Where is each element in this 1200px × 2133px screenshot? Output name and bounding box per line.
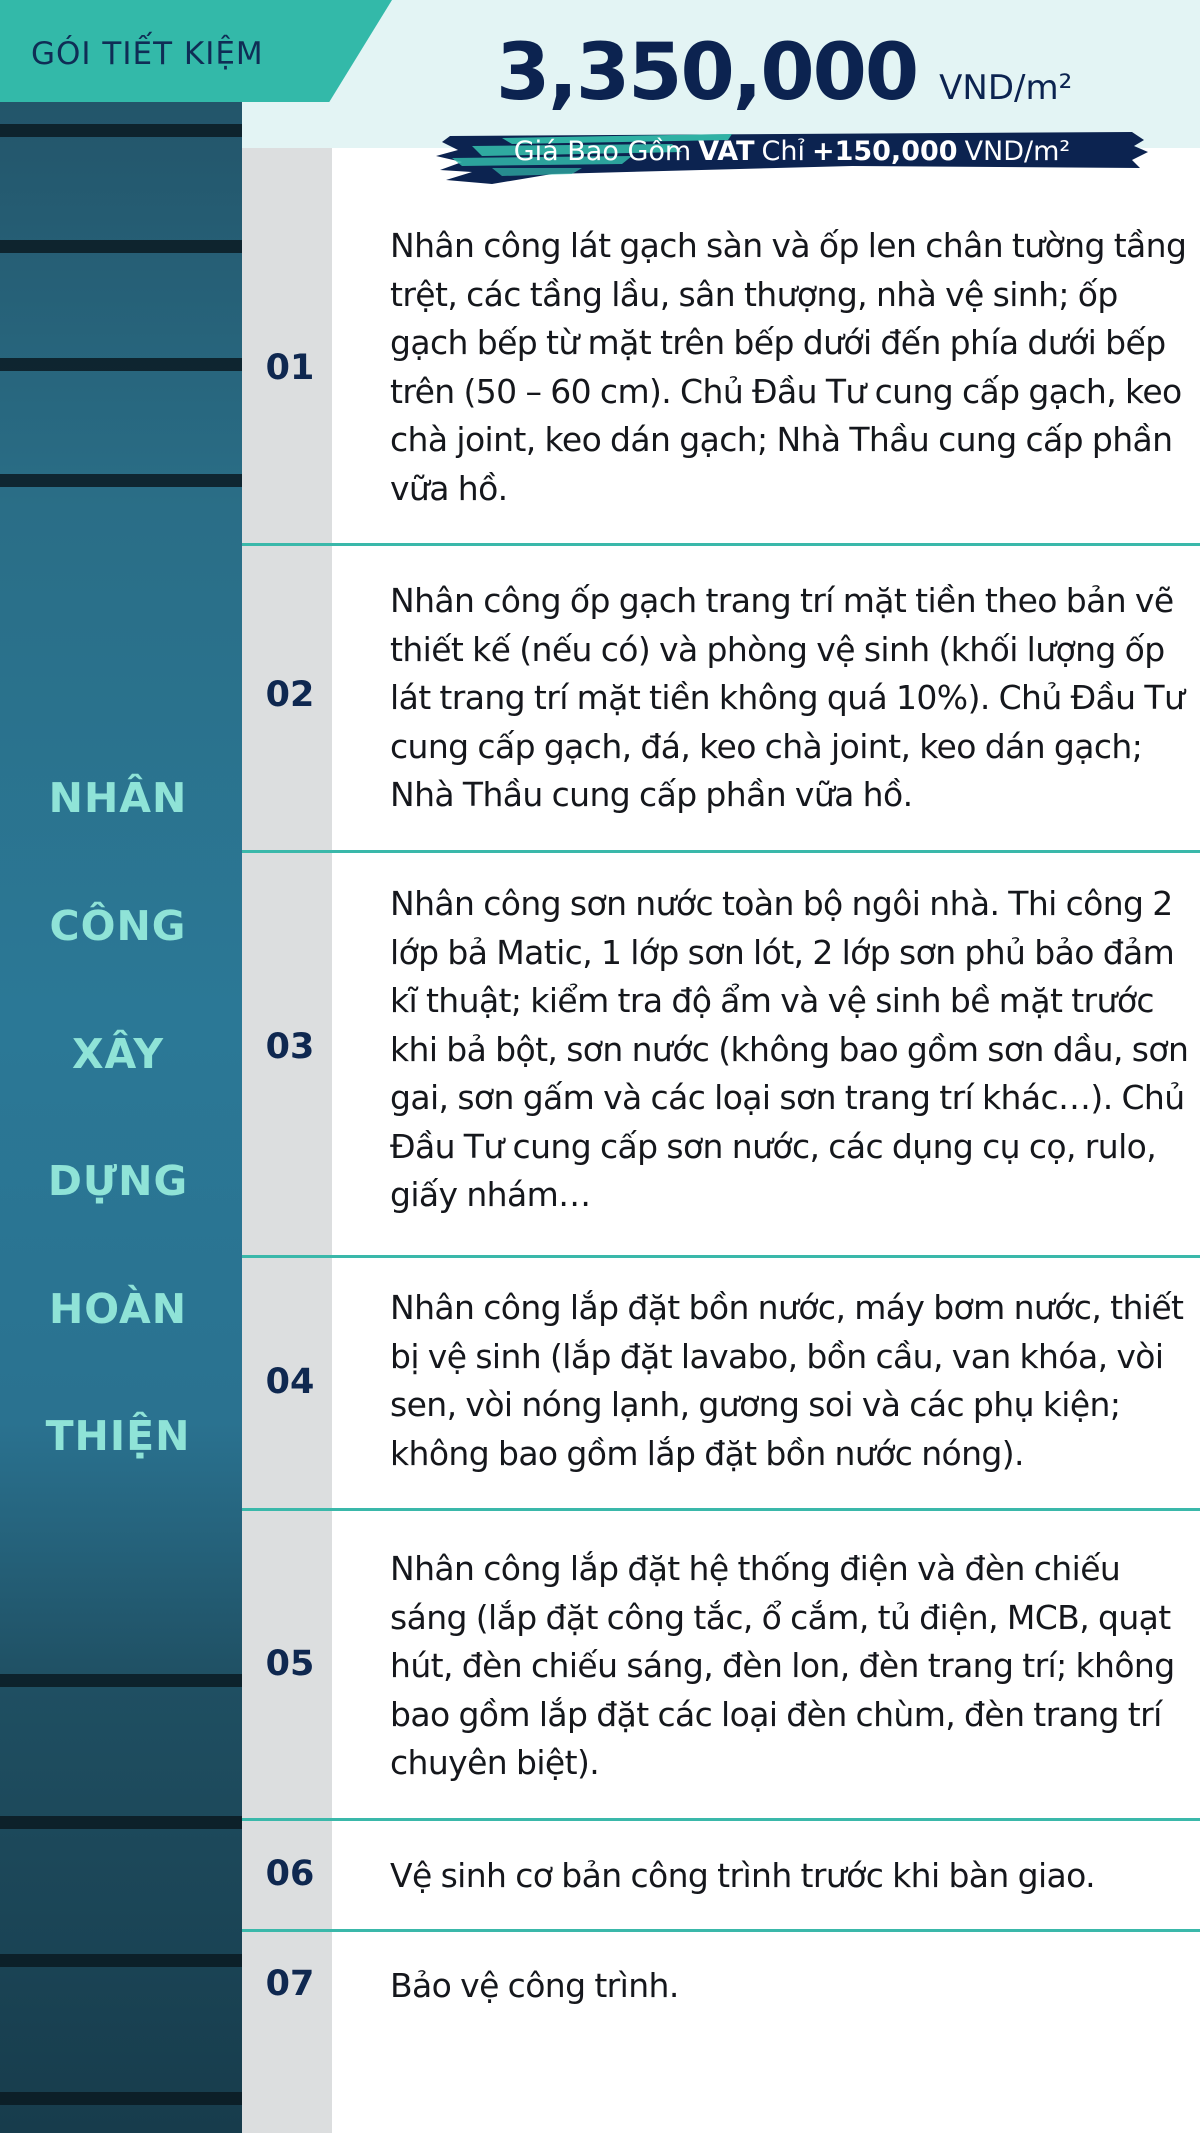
vat-label: VAT (698, 135, 755, 167)
item-number: 02 (265, 675, 315, 715)
item-number: 06 (265, 1854, 315, 1894)
side-title-line: THIỆN (45, 1412, 191, 1460)
wood-plank-line (0, 1954, 242, 1967)
item-text: Nhân công ốp gạch trang trí mặt tiền theo bản vẽ thiết kế (nếu có) và phòng vệ sinh (khối lượng ốp lát trang trí mặt tiền không quá 10%). Chủ Đầu Tư cung cấp gạch, đá, keo chà joint, keo dán gạch; Nhà Thầu cung cấp phần vữa hồ. (390, 581, 1185, 814)
wood-plank-line (0, 1674, 242, 1687)
wood-plank-line (0, 1816, 242, 1829)
item-number: 05 (265, 1644, 315, 1684)
item-number: 01 (265, 348, 315, 388)
vat-chi: Chỉ (761, 135, 805, 167)
item-number: 07 (265, 1964, 315, 2004)
wood-plank-line (0, 124, 242, 137)
item-text: Nhân công lắp đặt hệ thống điện và đèn chiếu sáng (lắp đặt công tắc, ổ cắm, tủ điện, MCB, quạt hút, đèn chiếu sáng, đèn lon, đèn trang trí; không bao gồm lắp đặt các loại đèn chùm, đèn trang trí chuyên biệt). (390, 1549, 1175, 1782)
vat-amount: +150,000 (811, 135, 958, 167)
row-divider (242, 850, 1200, 853)
side-title-line: DỰNG (47, 1157, 189, 1205)
row-divider (242, 1929, 1200, 1932)
package-label: GÓI TIẾT KIỆM (31, 36, 264, 72)
wood-plank-line (0, 2092, 242, 2105)
item-text: Nhân công lát gạch sàn và ốp len chân tường tầng trệt, các tầng lầu, sân thượng, nhà vệ sinh; ốp gạch bếp từ mặt trên bếp dưới đến phía dưới bếp trên (50 – 60 cm). Chủ Đầu Tư cung cấp gạch, keo chà joint, keo dán gạch; Nhà Thầu cung cấp phần vữa hồ. (390, 226, 1187, 508)
row-divider (242, 1255, 1200, 1258)
wood-plank-line (0, 240, 242, 253)
item-number: 04 (265, 1362, 315, 1402)
price-unit: VND/m² (939, 68, 1073, 108)
vat-unit: VND/m² (964, 135, 1071, 167)
vat-note (432, 130, 1152, 172)
side-title-line: HOÀN (48, 1285, 188, 1333)
side-title-line: NHÂN (48, 774, 188, 822)
row-divider (242, 1818, 1200, 1821)
item-text: Vệ sinh cơ bản công trình trước khi bàn giao. (390, 1856, 1096, 1895)
item-text: Nhân công lắp đặt bồn nước, máy bơm nước, thiết bị vệ sinh (lắp đặt lavabo, bồn cầu, van khóa, vòi sen, vòi nóng lạnh, gương soi và các phụ kiện; không bao gồm lắp đặt bồn nước nóng). (390, 1288, 1184, 1473)
item-text: Nhân công sơn nước toàn bộ ngôi nhà. Thi công 2 lớp bả Matic, 1 lớp sơn lót, 2 lớp sơn phủ bảo đảm kĩ thuật; kiểm tra độ ẩm và vệ sinh bề mặt trước khi bả bột, sơn nước (không bao gồm sơn dầu, sơn gai, sơn gấm và các loại sơn trang trí khác…). Chủ Đầu Tư cung cấp sơn nước, các dụng cụ cọ, rulo, giấy nhám… (390, 884, 1189, 1214)
wood-plank-line (0, 474, 242, 487)
row-divider (242, 1508, 1200, 1511)
vat-prefix: Giá Bao Gồm (513, 135, 692, 167)
number-column (242, 148, 332, 2133)
price-row (496, 28, 1072, 118)
side-title-line: XÂY (71, 1030, 165, 1078)
wood-plank-line (0, 358, 242, 371)
item-number: 03 (265, 1027, 315, 1067)
price-value: 3,350,000 (496, 28, 918, 118)
side-title-line: CÔNG (49, 902, 187, 950)
side-panel (0, 102, 242, 2133)
row-divider (242, 543, 1200, 546)
item-text: Bảo vệ công trình. (390, 1966, 679, 2005)
